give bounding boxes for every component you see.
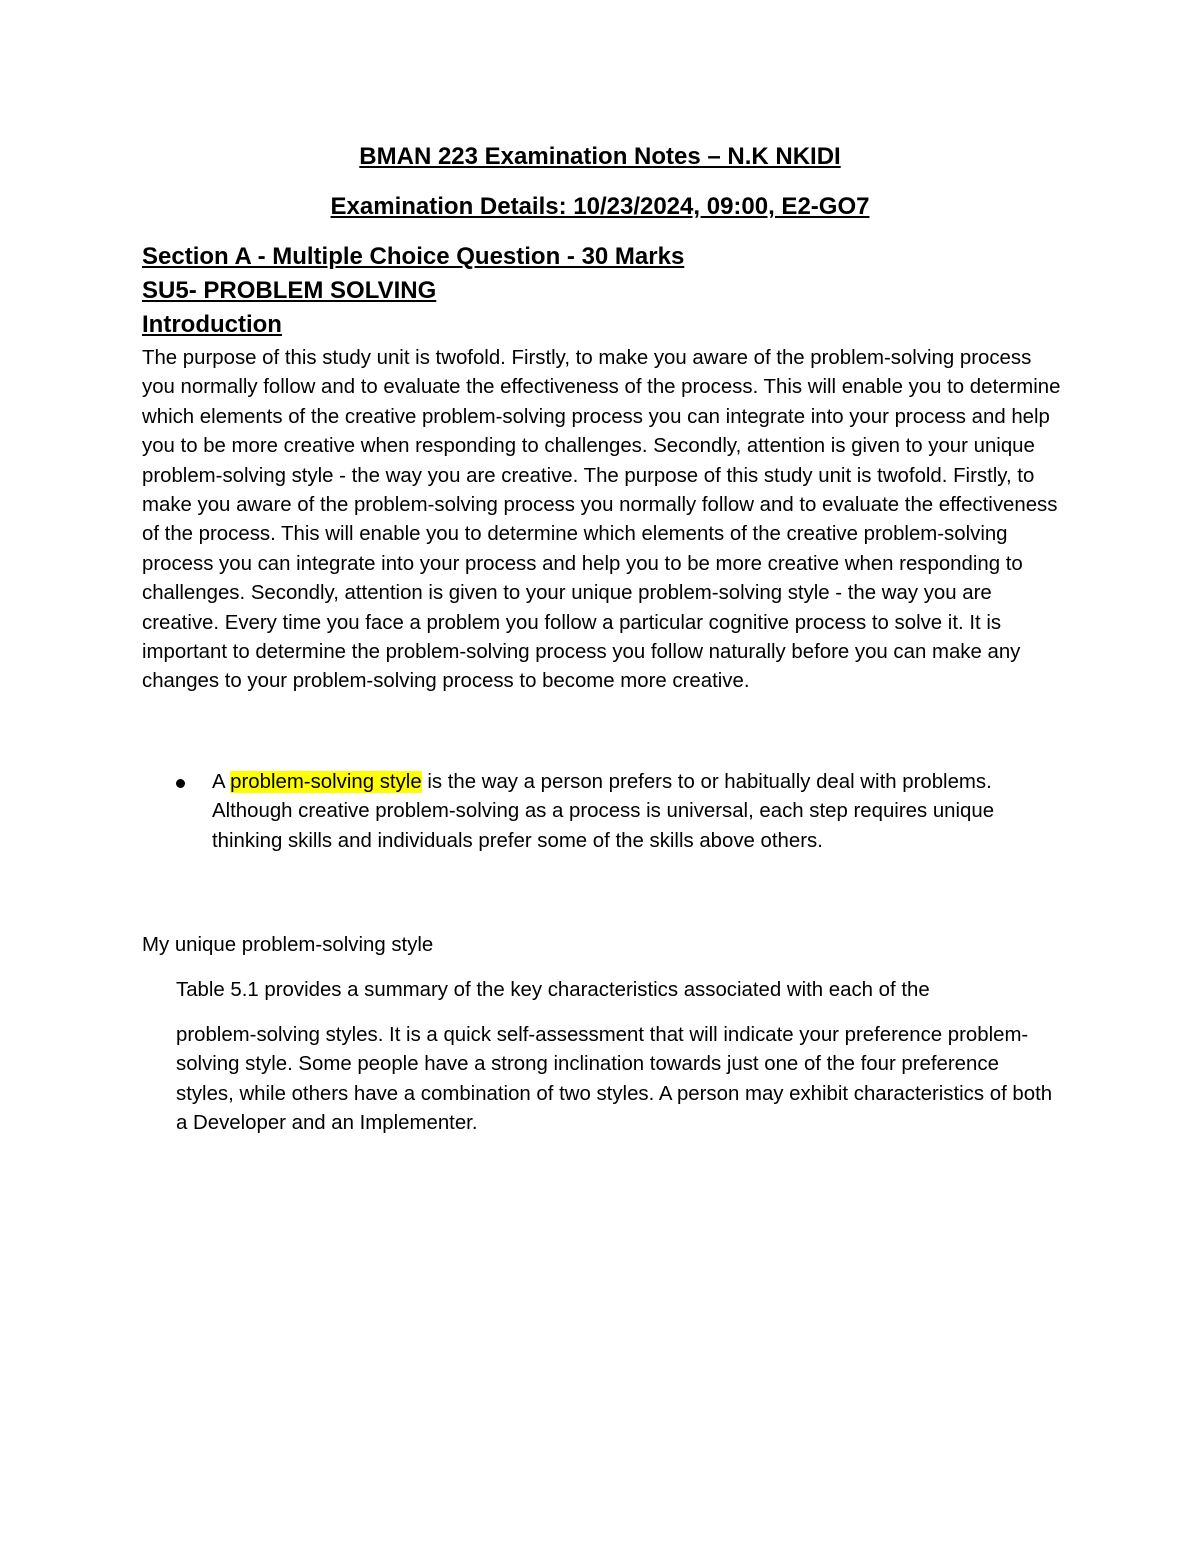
list-item (142, 768, 1067, 856)
section-heading: Section A - Multiple Choice Question - 30 Marks (142, 243, 685, 270)
document-title: BMAN 223 Examination Notes – N.K NKIDI (359, 143, 841, 170)
bullet-prefix: A (212, 771, 231, 793)
bullet-list (142, 768, 1067, 856)
table-paragraph: problem-solving styles. It is a quick self-assessment that will indicate your preference problem-solving style. Some people have a strong inclination towards just one of the four preference styles, while others have a combination of two styles. A person may exhibit characteristics of both a Developer and an Implementer. (176, 1024, 1053, 1135)
bullet-icon (176, 779, 185, 788)
table-intro-line: Table 5.1 provides a summary of the key characteristics associated with each of the (176, 979, 930, 1001)
introduction-heading: Introduction (142, 311, 282, 338)
highlighted-term: problem-solving style (230, 771, 422, 793)
examination-details: Examination Details: 10/23/2024, 09:00, E2-GO7 (330, 193, 870, 220)
introduction-paragraph: The purpose of this study unit is twofold. Firstly, to make you aware of the problem-solving process you normally follow and to evaluate the effectiveness of the process. This will enable you to determine which elements of the creative problem-solving process you can integrate into your process and help you to be more creative when responding to challenges. Secondly, attention is given to your unique problem-solving style - the way you are creative. The purpose of this study unit is twofold. Firstly, to make you aware of the problem-solving process you normally follow and to evaluate the effectiveness of the process. This will enable you to determine which elements of the creative problem-solving process you can integrate into your process and help you to be more creative when responding to challenges. Secondly, attention is given to your unique problem-solving style - the way you are creative. Every time you face a problem you follow a particular cognitive process to solve it. It is important to determine the problem-solving process you follow naturally before you can make any changes to your problem-solving process to become more creative. (142, 347, 1061, 693)
bullet-text: is the way a person prefers to or habitually deal with problems. Although creative problem-solving as a process is universal, each step requires unique thinking skills and individuals prefer some of the skills above others. (212, 771, 995, 852)
problem-solving-style-subheading: My unique problem-solving style (142, 934, 434, 956)
study-unit-heading: SU5- PROBLEM SOLVING (142, 277, 437, 304)
